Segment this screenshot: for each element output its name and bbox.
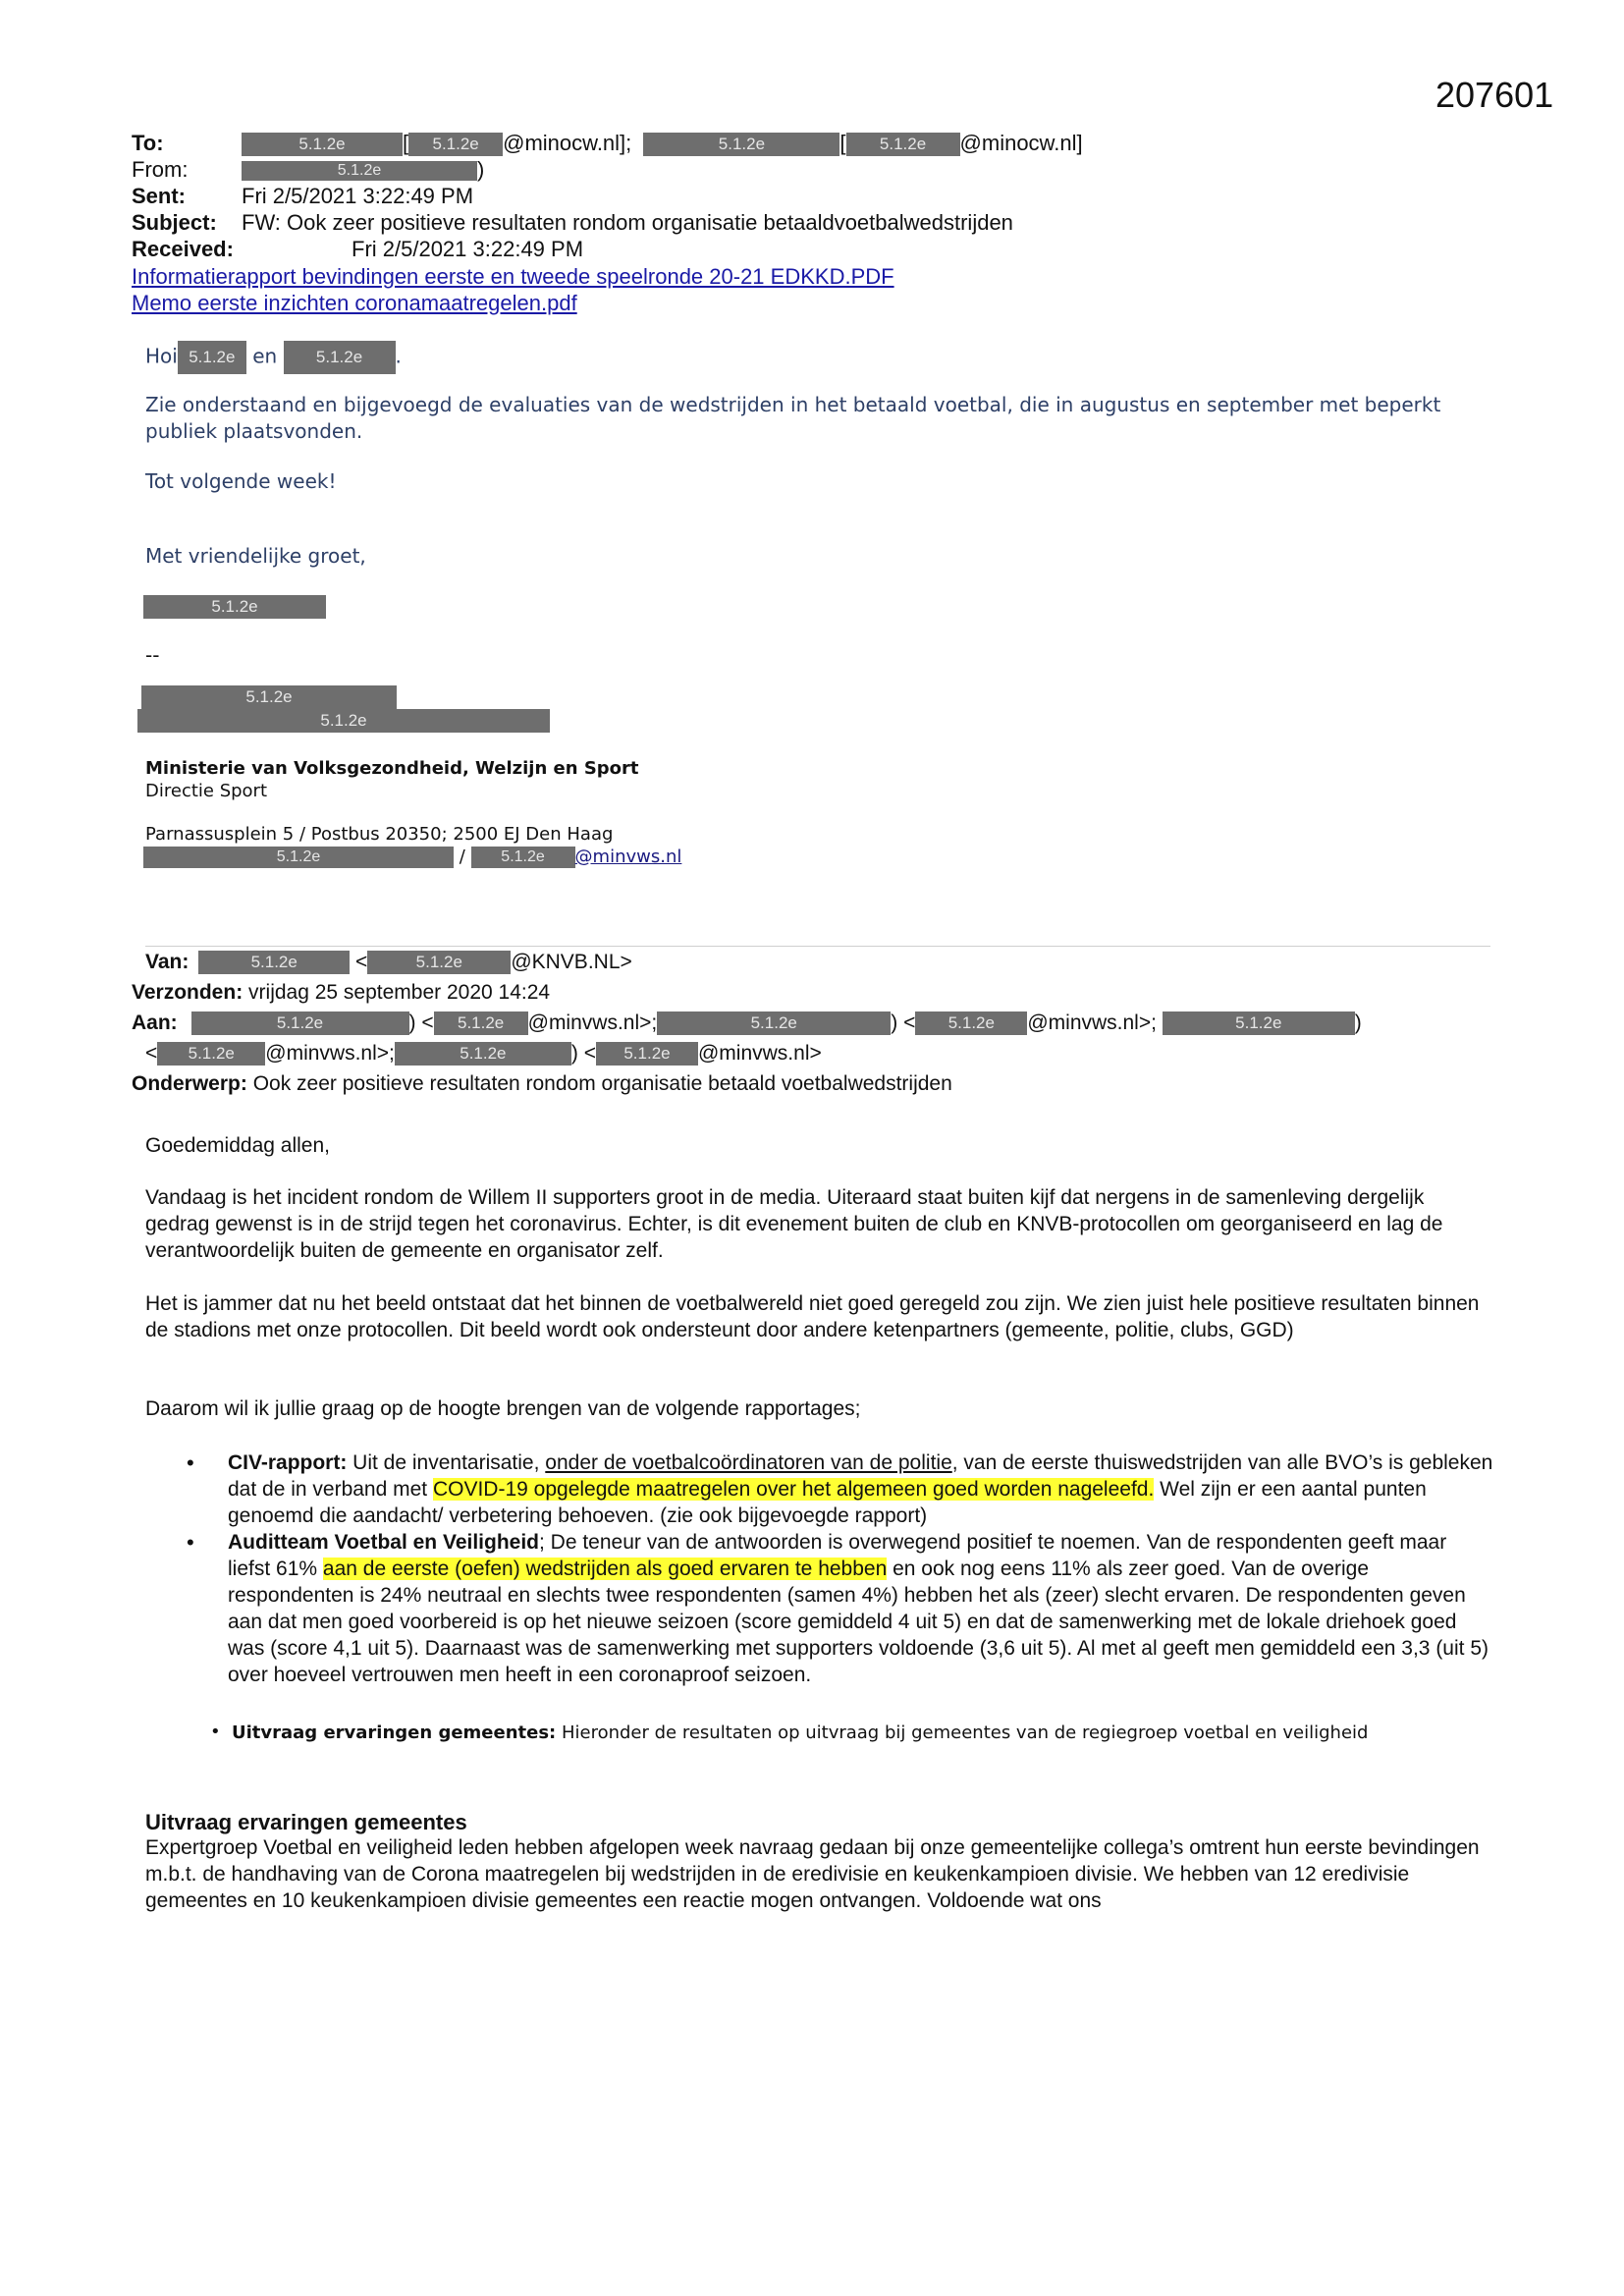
to-value [242, 130, 1083, 156]
to-row [132, 130, 164, 156]
greeting-end: . [395, 344, 402, 368]
signature-title-redaction [141, 685, 397, 709]
fwd-onderwerp-row [132, 1069, 952, 1099]
onderwerp-label: Onderwerp: [132, 1072, 247, 1095]
redaction-box: 5.1.2e [596, 1042, 698, 1066]
section-title: Uitvraag ervaringen gemeentes [145, 1810, 467, 1834]
bullet-dot: • [187, 1530, 194, 1555]
subject-value: FW: Ook zeer positieve resultaten rondom organisatie betaaldvoetbalwedstrijden [242, 210, 1013, 235]
redaction-box: 5.1.2e [137, 709, 550, 733]
civ-highlight: COVID-19 opgelegde maatregelen over het algemeen goed worden nageleefd. [432, 1478, 1155, 1501]
signature-name-redaction [143, 595, 326, 619]
onderwerp-value: Ook zeer positieve resultaten rondom organisatie betaald voetbalwedstrijden [252, 1072, 952, 1095]
redaction-box: 5.1.2e [242, 161, 477, 181]
contact-email-link[interactable]: @minvws.nl [574, 847, 682, 867]
bullet-civ-rapport [228, 1449, 1494, 1529]
auditteam-text-pre: ; De teneur van de antwoorden is overwegend positief te noemen. Van de respondenten geeft maar liefst 61% [228, 1531, 1447, 1580]
redaction-box: 5.1.2e [367, 951, 511, 974]
bullet-auditteam [228, 1529, 1494, 1688]
fwd-aan-row-2 [145, 1039, 822, 1068]
civ-text-mid: , van de eerste thuiswedstrijden van alle BVO’s is gebleken dat de in verband met [228, 1451, 1493, 1501]
redaction-box: 5.1.2e [198, 951, 350, 974]
bullet-uitvraag [232, 1722, 1368, 1743]
body-paragraph-1: Vandaag is het incident rondom de Willem II supporters groot in de media. Uiteraard staat buiten kijf dat nergens in de samenleving dergelijk gedrag gewenst is in de strijd tegen het coronavirus. Echter, is dit evenement buiten de club en KNVB-protocollen om georganiseerd en lag de verantwoordelijk buiten de gemeente en organisator zelf. [145, 1186, 1443, 1262]
redaction-box: 5.1.2e [141, 685, 397, 709]
redaction-box: 5.1.2e [395, 1042, 571, 1066]
sent-label: Sent: [132, 184, 186, 208]
aan-label: Aan: [132, 1011, 178, 1034]
verzonden-label: Verzonden: [132, 981, 244, 1004]
redaction-box: 5.1.2e [191, 1011, 409, 1035]
signature-title-redaction-2 [137, 709, 550, 733]
signature-contact [143, 846, 681, 868]
redaction-box: 5.1.2e [643, 133, 839, 156]
aan-close: ) [408, 1011, 416, 1034]
aan-lt: < [421, 1011, 434, 1034]
greeting-hoi: Hoi [145, 344, 178, 368]
sent-value: Fri 2/5/2021 3:22:49 PM [242, 184, 474, 208]
auditteam-highlight: aan de eerste (oefen) wedstrijden als goed ervaren te hebben [322, 1558, 888, 1580]
redaction-box: 5.1.2e [657, 1011, 891, 1035]
received-label: Received: [132, 237, 234, 261]
attachment-link-1[interactable]: Informatierapport bevindingen eerste en tweede speelronde 20-21 EDKKD.PDF [132, 264, 894, 289]
greeting-en: en [252, 344, 278, 368]
received-value: Fri 2/5/2021 3:22:49 PM [352, 237, 584, 261]
redaction-box: 5.1.2e [846, 133, 960, 156]
subject-label: Subject: [132, 210, 217, 235]
document-number: 207601 [1435, 75, 1554, 115]
to-bracket: [ [403, 131, 409, 155]
van-lt: < [355, 951, 368, 973]
attachment-link-2[interactable]: Memo eerste inzichten coronamaatregelen.pdf [132, 291, 577, 315]
uitvraag-text: Hieronder de resultaten op uitvraag bij gemeentes van de regiegroep voetbal en veiligheid [556, 1722, 1369, 1743]
redaction-box: 5.1.2e [143, 847, 454, 868]
signature-address: Parnassusplein 5 / Postbus 20350; 2500 EJ Den Haag [145, 824, 614, 845]
signature-dashes: -- [145, 643, 160, 667]
reply-greeting [145, 341, 402, 374]
redaction-box: 5.1.2e [143, 595, 326, 619]
civ-label: CIV-rapport: [228, 1451, 348, 1474]
redaction-box: 5.1.2e [408, 133, 503, 156]
aan-lt: < [583, 1042, 596, 1065]
reply-closing: Tot volgende week! [145, 469, 337, 493]
body-greeting: Goedemiddag allen, [145, 1134, 330, 1157]
fwd-van-row [145, 948, 632, 977]
section-text: Expertgroep Voetbal en veiligheid leden hebben afgelopen week navraag gedaan bij onze gemeentelijke collega’s omtrent hun eerste bevindingen m.b.t. de handhaving van de Corona maatregelen bij wedstrijden in de eredivisie en keukenkampioen divisie. We hebben van 12 eredivisie gemeentes en 10 keukenkampioen divisie gemeentes een reactie mogen ontvangen. Voldoende wat ons [145, 1836, 1480, 1912]
from-label: From: [132, 157, 189, 182]
aan-domain-2: @minvws.nl>; [1027, 1011, 1157, 1034]
signature-org: Ministerie van Volksgezondheid, Welzijn en Sport [145, 758, 639, 779]
redaction-box: 5.1.2e [434, 1011, 528, 1035]
verzonden-value: vrijdag 25 september 2020 14:24 [248, 981, 551, 1004]
civ-text-pre: Uit de inventarisatie, [347, 1451, 546, 1474]
redaction-box: 5.1.2e [1163, 1011, 1355, 1035]
from-close: ) [477, 157, 485, 182]
van-domain: @KNVB.NL> [511, 951, 632, 973]
forward-divider [145, 946, 1490, 947]
signature-dept: Directie Sport [145, 781, 268, 801]
redaction-box: 5.1.2e [242, 133, 403, 156]
from-value [242, 156, 484, 183]
redaction-box: 5.1.2e [157, 1042, 265, 1066]
to-label: To: [132, 131, 164, 155]
to-domain-2: @minocw.nl] [959, 131, 1083, 155]
aan-close: ) [570, 1042, 578, 1065]
redaction-box: 5.1.2e [471, 847, 575, 868]
aan-domain-3: @minvws.nl>; [265, 1042, 395, 1065]
aan-domain-4: @minvws.nl> [697, 1042, 822, 1065]
bullet-dot: • [187, 1450, 194, 1475]
aan-close: ) [891, 1011, 898, 1034]
redaction-box: 5.1.2e [915, 1011, 1027, 1035]
uitvraag-label: Uitvraag ervaringen gemeentes: [232, 1722, 557, 1743]
van-label: Van: [145, 951, 189, 973]
fwd-verzonden-row [132, 978, 550, 1008]
aan-domain-1: @minvws.nl>; [527, 1011, 658, 1034]
to-bracket: [ [839, 131, 846, 155]
redaction-box: 5.1.2e [284, 341, 396, 374]
fwd-aan-row [132, 1009, 1362, 1038]
aan-lt: < [903, 1011, 916, 1034]
body-paragraph-2: Het is jammer dat nu het beeld ontstaat dat het binnen de voetbalwereld niet goed geregeld zou zijn. We zien juist hele positieve resultaten binnen de stadions met onze protocollen. Dit beeld wordt ook ondersteunt door andere ketenpartners (gemeente, politie, clubs, GGD) [145, 1292, 1480, 1341]
body-paragraph-3: Daarom wil ik jullie graag op de hoogte brengen van de volgende rapportages; [145, 1397, 861, 1420]
reply-regards: Met vriendelijke groet, [145, 544, 366, 568]
auditteam-text-post: en ook nog eens 11% als zeer goed. Van de overige respondenten is 24% neutraal en slechts twee respondenten (samen 4%) hebben het als (zeer) slecht ervaren. De respondenten geven aan dat men goed voorbereid is op het nieuwe seizoen (score gemiddeld 4 uit 5) en dat de samenwerking met de lokale driehoek goed was (score 4,1 uit 5). Daarnaast was de samenwerking met supporters voldoende (3,6 uit 5). Al met al geeft men gemiddeld een 3,3 (uit 5) over hoeveel vertrouwen men heeft in een coronaproof seizoen. [228, 1558, 1489, 1686]
auditteam-label: Auditteam Voetbal en Veiligheid [228, 1531, 539, 1554]
civ-text-post: Wel zijn er een aantal punten genoemd die aandacht/ verbetering behoeven. (zie ook bijgevoegde rapport) [228, 1478, 1427, 1527]
redaction-box: 5.1.2e [178, 341, 246, 374]
bullet-dot: • [210, 1722, 221, 1742]
reply-text: Zie onderstaand en bijgevoegd de evaluaties van de wedstrijden in het betaald voetbal, die in augustus en september met beperkt publiek plaatsvonden. [145, 393, 1441, 443]
aan-close: ) [1354, 1011, 1362, 1034]
contact-slash: / [459, 847, 465, 867]
aan-lt: < [145, 1042, 158, 1065]
civ-underlined: onder de voetbalcoördinatoren van de politie [545, 1451, 952, 1474]
to-domain-1: @minocw.nl]; [503, 131, 632, 155]
